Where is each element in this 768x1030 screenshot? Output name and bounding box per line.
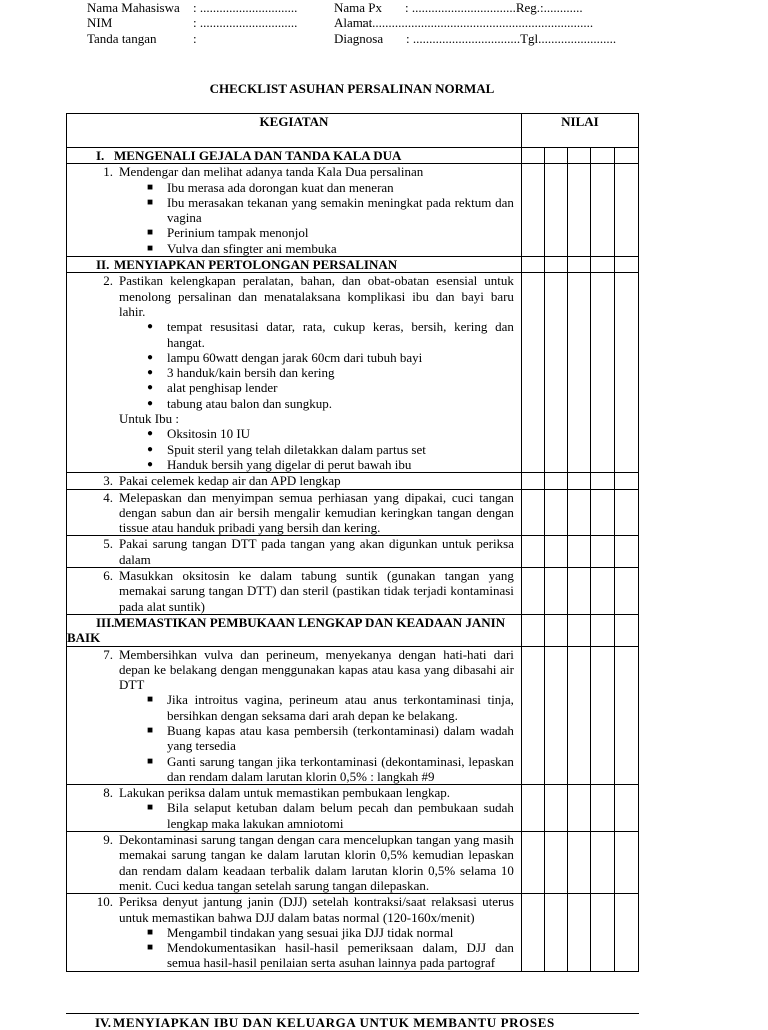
- bullet-point: [67, 692, 514, 723]
- nilai-cell[interactable]: [521, 832, 544, 894]
- bullet-text: Bila selaput ketuban dalam belum pecah dan pembukaan sudah lengkap maka lakukan amniotomi: [167, 800, 514, 831]
- item-text: Dekontaminasi sarung tangan dengan cara mencelupkan tangan yang masih memakai sarung tangan ke dalam larutan klorin 0,5% kemudian lepaskan dan rendam dalam keadaan terbalik dalam larutan klorin 0,5% selama 10 menit. Cuci kedua tangan setelah sarung tangan dilepaskan.: [119, 832, 514, 893]
- header-left-value: :: [193, 31, 197, 46]
- bullet-text: Spuit steril yang telah diletakkan dalam partus set: [167, 441, 426, 457]
- bullet-point: [67, 225, 514, 240]
- nilai-cell[interactable]: [521, 257, 544, 273]
- bullet-marker-icon: ●: [146, 443, 153, 455]
- nilai-cell[interactable]: [521, 614, 544, 646]
- nilai-cell[interactable]: [545, 894, 568, 971]
- nilai-cell[interactable]: [614, 832, 638, 894]
- item-text: Lakukan periksa dalam untuk memastikan pembukaan lengkap.: [119, 785, 451, 801]
- header-right-value: : ................................Reg.:............: [405, 0, 583, 15]
- bullet-point: [67, 350, 514, 365]
- nilai-cell[interactable]: [521, 164, 544, 257]
- item-cell: [67, 568, 522, 615]
- nilai-cell[interactable]: [591, 536, 614, 568]
- checklist-item-row: [67, 164, 639, 257]
- bullet-text: tempat resusitasi datar, rata, cukup keras, bersih, kering dan hangat.: [167, 319, 514, 350]
- nilai-cell[interactable]: [521, 646, 544, 785]
- bullet-marker-icon: ■: [146, 694, 153, 706]
- item-line: [67, 473, 514, 488]
- bullet-marker-icon: ●: [146, 397, 153, 409]
- sub-label: Untuk Ibu :: [119, 411, 179, 427]
- section-row: [67, 257, 639, 273]
- item-line: [67, 536, 514, 567]
- header-left-value: : ..............................: [193, 15, 298, 30]
- bullet-text: Handuk bersih yang digelar di perut bawah ibu: [167, 456, 412, 472]
- nilai-cell[interactable]: [545, 489, 568, 536]
- bullet-text: Perinium tampak menonjol: [167, 225, 309, 241]
- checklist-table: [66, 113, 639, 972]
- form-header: [0, 0, 768, 50]
- bullet-point: [67, 319, 514, 350]
- section-title: MENGENALI GEJALA DAN TANDA KALA DUA: [114, 148, 402, 163]
- nilai-cell[interactable]: [591, 568, 614, 615]
- bullet-point: [67, 940, 514, 971]
- bullet-marker-icon: ●: [146, 382, 153, 394]
- nilai-cell[interactable]: [521, 568, 544, 615]
- item-line: [67, 785, 514, 800]
- nilai-cell[interactable]: [521, 148, 544, 164]
- nilai-cell[interactable]: [614, 894, 638, 971]
- nilai-cell[interactable]: [545, 257, 568, 273]
- item-line: [67, 647, 514, 693]
- nilai-cell[interactable]: [521, 273, 544, 473]
- nilai-cell[interactable]: [614, 568, 638, 615]
- section-number: I.: [96, 148, 105, 163]
- nilai-cell[interactable]: [568, 894, 591, 971]
- bullet-text: Ibu merasakan tekanan yang semakin meningkat pada rektum dan vagina: [167, 194, 514, 226]
- bullet-marker-icon: ■: [146, 755, 153, 767]
- bullet-point: [67, 396, 514, 411]
- nilai-cell[interactable]: [545, 164, 568, 257]
- nilai-cell[interactable]: [568, 614, 591, 646]
- col-nilai-header: NILAI: [521, 114, 638, 148]
- item-text: Masukkan oksitosin ke dalam tabung suntik (gunakan tangan yang memakai sarung tangan DTT) dan steril (pastikan tidak terjadi kontaminasi pada alat suntik): [119, 568, 514, 614]
- item-number: 2.: [103, 273, 113, 289]
- nilai-cell[interactable]: [591, 646, 614, 785]
- bullet-marker-icon: ●: [146, 321, 153, 333]
- bullet-point: [67, 457, 514, 472]
- checklist-item-row: [67, 536, 639, 568]
- nilai-cell[interactable]: [614, 257, 638, 273]
- nilai-cell[interactable]: [545, 832, 568, 894]
- bullet-marker-icon: ■: [146, 942, 153, 954]
- item-text: Pastikan kelengkapan peralatan, bahan, dan obat-obatan esensial untuk menolong persalinan dan menatalaksana komplikasi ibu dan bayi baru lahir.: [119, 273, 514, 319]
- bullet-point: [67, 195, 514, 226]
- header-right-label: Diagnosa: [334, 31, 384, 46]
- item-number: 6.: [103, 568, 113, 584]
- item-line: [67, 490, 514, 536]
- bullet-text: Buang kapas atau kasa pembersih (terkontaminasi) dalam wadah yang tersedia: [167, 722, 514, 754]
- bullet-marker-icon: ■: [146, 196, 153, 208]
- nilai-cell[interactable]: [521, 785, 544, 832]
- nilai-cell[interactable]: [591, 273, 614, 473]
- cut-section-title: MENYIAPKAN IBU DAN KELUARGA UNTUK MEMBANTU PROSES: [113, 1015, 555, 1030]
- header-right-label: Alamat: [334, 15, 373, 30]
- bullet-marker-icon: ■: [146, 181, 153, 193]
- nilai-cell[interactable]: [614, 164, 638, 257]
- nilai-cell[interactable]: [545, 568, 568, 615]
- item-number: 8.: [103, 785, 113, 801]
- section-number: III.: [96, 614, 115, 630]
- item-text: Periksa denyut jantung janin (DJJ) setelah kontraksi/saat relaksasi uterus untuk memastikan bahwa DJJ dalam batas normal (120-160x/menit): [119, 894, 514, 925]
- nilai-cell[interactable]: [521, 536, 544, 568]
- checklist-item-row: [67, 489, 639, 536]
- cut-section-row: [66, 1015, 639, 1030]
- item-cell: [67, 489, 522, 536]
- bullet-point: [67, 442, 514, 457]
- nilai-cell[interactable]: [591, 894, 614, 971]
- checklist-item-row: [67, 273, 639, 473]
- bullet-text: Ganti sarung tangan jika terkontaminasi (dekontaminasi, lepaskan dan rendam dalam larutan klorin 0,5% : langkah #9: [167, 753, 514, 784]
- nilai-cell[interactable]: [568, 273, 591, 473]
- bullet-point: [67, 925, 514, 940]
- item-text: Pakai sarung tangan DTT pada tangan yang akan digunkan untuk periksa dalam: [119, 536, 514, 567]
- bullet-point: [67, 380, 514, 395]
- header-left-label: Tanda tangan: [87, 31, 157, 46]
- nilai-cell[interactable]: [614, 473, 638, 489]
- item-cell: [67, 536, 522, 568]
- item-line: [67, 894, 514, 925]
- item-line: [67, 832, 514, 893]
- section-cell: [67, 257, 522, 273]
- bullet-marker-icon: ■: [146, 724, 153, 736]
- item-line: [67, 164, 514, 179]
- bullet-point: [67, 426, 514, 441]
- nilai-cell[interactable]: [614, 536, 638, 568]
- nilai-cell[interactable]: [614, 614, 638, 646]
- nilai-cell[interactable]: [521, 489, 544, 536]
- col-kegiatan-header: KEGIATAN: [67, 114, 522, 148]
- header-right-label: Nama Px: [334, 0, 383, 15]
- bullet-marker-icon: ■: [146, 802, 153, 814]
- checklist-item-row: [67, 894, 639, 971]
- nilai-cell[interactable]: [591, 832, 614, 894]
- nilai-cell[interactable]: [545, 614, 568, 646]
- item-text: Mendengar dan melihat adanya tanda Kala Dua persalinan: [119, 164, 424, 180]
- table-header-row: [67, 114, 639, 148]
- bullet-text: alat penghisap lender: [167, 380, 278, 396]
- bullet-marker-icon: ●: [146, 367, 153, 379]
- nilai-cell[interactable]: [591, 164, 614, 257]
- nilai-cell[interactable]: [545, 148, 568, 164]
- header-left-label: Nama Mahasiswa: [87, 0, 180, 15]
- nilai-cell[interactable]: [568, 536, 591, 568]
- bullet-text: tabung atau balon dan sungkup.: [167, 395, 332, 411]
- item-cell: [67, 785, 522, 832]
- nilai-cell[interactable]: [568, 832, 591, 894]
- item-text: Pakai celemek kedap air dan APD lengkap: [119, 473, 341, 489]
- nilai-cell[interactable]: [568, 164, 591, 257]
- item-number: 10.: [96, 894, 113, 910]
- bullet-point: [67, 800, 514, 831]
- bullet-marker-icon: ■: [146, 242, 153, 254]
- nilai-cell[interactable]: [614, 489, 638, 536]
- item-cell: [67, 273, 522, 473]
- item-number: 3.: [103, 473, 113, 489]
- item-number: 9.: [103, 832, 113, 848]
- bullet-marker-icon: ●: [146, 428, 153, 440]
- item-number: 1.: [103, 164, 113, 180]
- checklist-item-row: [67, 473, 639, 489]
- bullet-marker-icon: ●: [146, 351, 153, 363]
- section-row: [67, 148, 639, 164]
- item-text: Melepaskan dan menyimpan semua perhiasan yang dipakai, cuci tangan dengan sabun dan air bersih mengalir kemudian keringkan tangan dengan tissue atau handuk pribadi yang bersih dan kering.: [119, 489, 514, 536]
- bullet-marker-icon: ■: [146, 227, 153, 239]
- bullet-point: [67, 365, 514, 380]
- nilai-cell[interactable]: [545, 536, 568, 568]
- item-cell: [67, 832, 522, 894]
- cut-section-number: IV.: [95, 1015, 112, 1030]
- nilai-cell[interactable]: [591, 473, 614, 489]
- nilai-cell[interactable]: [545, 273, 568, 473]
- item-text: Membersihkan vulva dan perineum, menyekanya dengan hati-hati dari depan ke belakang dengan menggunakan kapas atau kasa yang dibasahi air DTT: [119, 646, 514, 693]
- bullet-point: [67, 723, 514, 754]
- nilai-cell[interactable]: [591, 614, 614, 646]
- header-right-value: : .................................Tgl........................: [406, 31, 617, 46]
- checklist-item-row: [67, 646, 639, 785]
- checklist-item-row: [67, 785, 639, 832]
- nilai-cell[interactable]: [591, 257, 614, 273]
- nilai-cell[interactable]: [591, 148, 614, 164]
- section-row: [67, 614, 639, 646]
- bullet-text: Jika introitus vagina, perineum atau anus terkontaminasi tinja, bersihkan dengan seksama dari arah depan ke belakang.: [167, 692, 514, 723]
- item-line: [67, 568, 514, 614]
- bullet-point: [67, 754, 514, 785]
- nilai-cell[interactable]: [545, 473, 568, 489]
- header-right-value: : .....................................................................: [362, 15, 594, 30]
- bullet-text: Mengambil tindakan yang sesuai jika DJJ tidak normal: [167, 924, 454, 940]
- nilai-cell[interactable]: [614, 273, 638, 473]
- section-cell: [67, 614, 522, 646]
- section-title: MENYIAPKAN PERTOLONGAN PERSALINAN: [114, 257, 398, 273]
- bullet-text: Ibu merasa ada dorongan kuat dan meneran: [167, 179, 394, 195]
- bullet-marker-icon: ●: [146, 458, 153, 470]
- bullet-text: 3 handuk/kain bersih dan kering: [167, 365, 335, 381]
- checklist-item-row: [67, 568, 639, 615]
- item-cell: [67, 646, 522, 785]
- item-cell: [67, 894, 522, 971]
- nilai-cell[interactable]: [568, 785, 591, 832]
- nilai-cell[interactable]: [591, 785, 614, 832]
- item-cell: [67, 164, 522, 257]
- nilai-cell[interactable]: [591, 489, 614, 536]
- nilai-cell[interactable]: [568, 646, 591, 785]
- item-cell: [67, 473, 522, 489]
- nilai-cell[interactable]: [521, 473, 544, 489]
- header-left-value: : ..............................: [193, 0, 298, 15]
- bullet-text: lampu 60watt dengan jarak 60cm dari tubuh bayi: [167, 349, 423, 365]
- nilai-cell[interactable]: [545, 646, 568, 785]
- bullet-text: Oksitosin 10 IU: [167, 426, 251, 442]
- item-number: 5.: [103, 536, 113, 552]
- nilai-cell[interactable]: [521, 894, 544, 971]
- section-title: MEMASTIKAN PEMBUKAAN LENGKAP DAN KEADAAN JANIN BAIK: [67, 614, 506, 646]
- nilai-cell[interactable]: [568, 473, 591, 489]
- item-line: [67, 273, 514, 319]
- section-number: II.: [96, 257, 110, 273]
- item-number: 4.: [103, 489, 113, 505]
- checklist-item-row: [67, 832, 639, 894]
- item-number: 7.: [103, 646, 113, 662]
- bullet-point: [67, 241, 514, 256]
- document-title: CHECKLIST ASUHAN PERSALINAN NORMAL: [209, 81, 495, 96]
- nilai-cell[interactable]: [568, 148, 591, 164]
- bullet-point: [67, 180, 514, 195]
- nilai-cell[interactable]: [568, 257, 591, 273]
- bullet-marker-icon: ■: [146, 926, 153, 938]
- nilai-cell[interactable]: [568, 568, 591, 615]
- header-left-label: NIM: [87, 15, 113, 30]
- bullet-text: Mendokumentasikan hasil-hasil pemeriksaan dalam, DJJ dan semua hasil-hasil penilaian serta asuhan lainnya pada partograf: [167, 940, 514, 971]
- nilai-cell[interactable]: [614, 785, 638, 832]
- nilai-cell[interactable]: [568, 489, 591, 536]
- bullet-text: Vulva dan sfingter ani membuka: [167, 240, 337, 256]
- nilai-cell[interactable]: [614, 646, 638, 785]
- nilai-cell[interactable]: [614, 148, 638, 164]
- section-cell: [67, 148, 522, 164]
- nilai-cell[interactable]: [545, 785, 568, 832]
